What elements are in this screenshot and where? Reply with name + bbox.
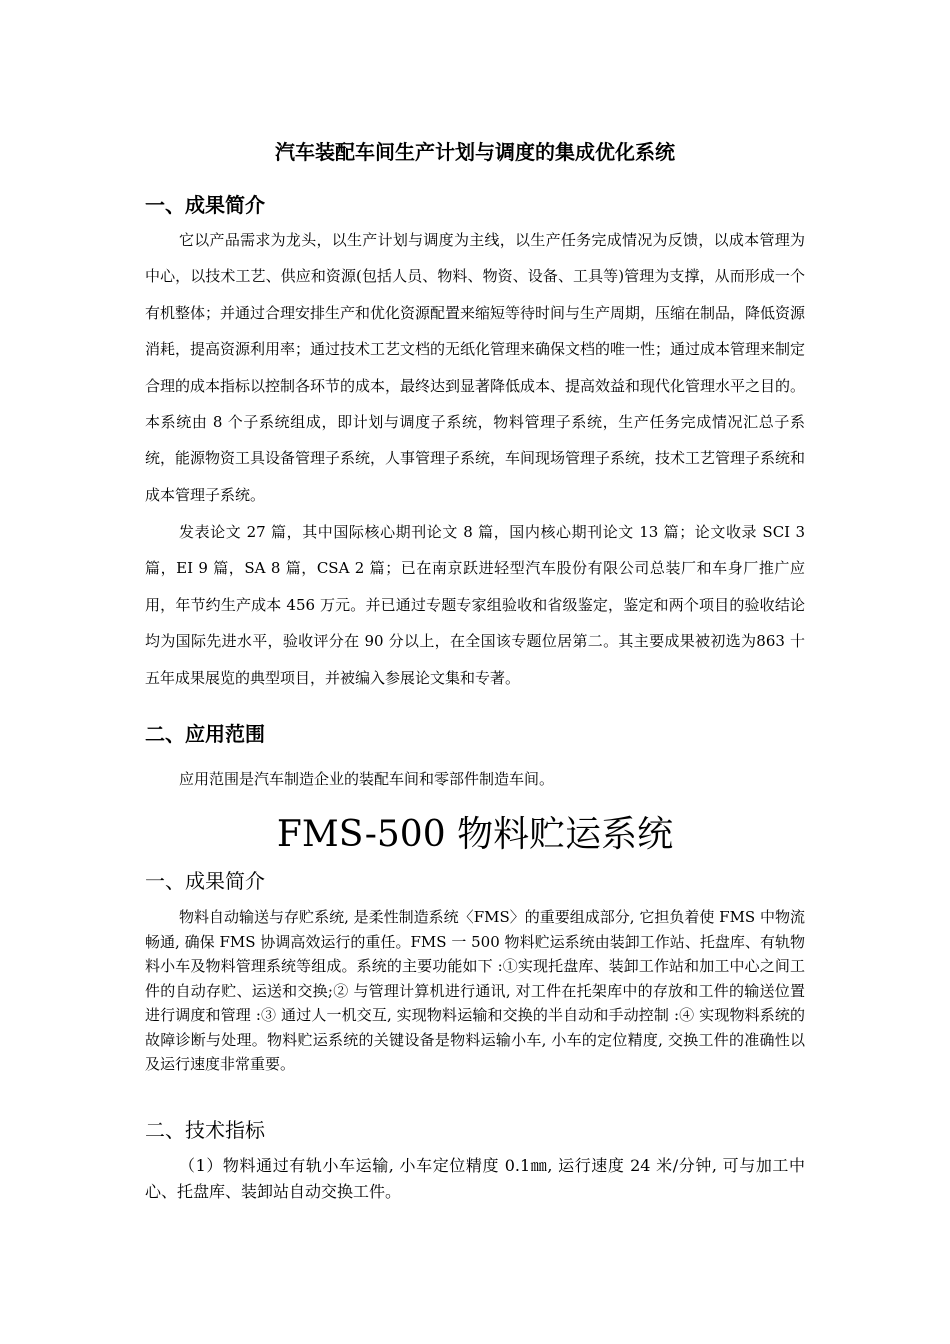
doc1-title: 汽车装配车间生产计划与调度的集成优化系统 <box>275 140 675 164</box>
doc1-section2-heading: 二、应用范围 <box>145 722 265 746</box>
doc2-section2-heading: 二、技术指标 <box>145 1118 265 1142</box>
doc2-title: FMS-500 物料贮运系统 <box>276 814 674 855</box>
doc2-section1-heading: 一、成果简介 <box>145 869 265 893</box>
doc1-section1-heading: 一、成果简介 <box>145 193 265 217</box>
doc2-section1-paragraph: 物料自动输送与存贮系统, 是柔性制造系统〈FMS〉的重要组成部分, 它担负着使 FMS 中物流畅通, 确保 FMS 协调高效运行的重任。FMS 一 500 物料贮运系统由装卸工作站、托盘库、有轨物料小车及物料管理系统等组成。系统的主要功能如下 :①实现托盘库、装卸工作站和加工中心之间工件的自动存贮、运送和交换;② 与管理计算机进行通讯, 对工件在托架库中的存放和工件的输送位置进行调度和管理 :③ 通过人一机交互, 实现物料运输和交换的半自动和手动控制 :④ 实现物料系统的故障诊断与处理。物料贮运系统的关键设备是物料运输小车, 小车的定位精度, 交换工件的准确性以及运行速度非常重要。 <box>145 908 805 1073</box>
doc2-section2-paragraph: （1）物料通过有轨小车运输, 小车定位精度 0.1㎜, 运行速度 24 米/分钟, 可与加工中心、托盘库、装卸站自动交换工件。 <box>145 1156 805 1201</box>
doc1-section2-paragraph: 应用范围是汽车制造企业的装配车间和零部件制造车间。 <box>179 770 555 788</box>
doc1-section1-paragraph1: 它以产品需求为龙头，以生产计划与调度为主线，以生产任务完成情况为反馈，以成本管理为中心，以技术工艺、供应和资源(包括人员、物料、物资、设备、工具等)管理为支撑，从而形成一个有机整体；并通过合理安排生产和优化资源配置来缩短等待时间与生产周期，压缩在制品，降低资源消耗，提高资源利用率；通过技术工艺文档的无纸化管理来确保文档的唯一性；通过成本管理来制定合理的成本指标以控制各环节的成本，最终达到显著降低成本、提高效益和现代化管理水平之目的。本系统由 8 个子系统组成，即计划与调度子系统，物料管理子系统，生产任务完成情况汇总子系统，能源物资工具设备管理子系统，人事管理子系统，车间现场管理子系统，技术工艺管理子系统和成本管理子系统。 <box>145 231 806 504</box>
doc1-section1-paragraph2: 发表论文 27 篇，其中国际核心期刊论文 8 篇，国内核心期刊论文 13 篇；论文收录 SCI 3 篇，EI 9 篇，SA 8 篇，CSA 2 篇；已在南京跃进轻型汽车股份有限公司总装厂和车身厂推广应用，年节约生产成本 456 万元。并已通过专题专家组验收和省级鉴定，鉴定和两个项目的验收结论均为国际先进水平，验收评分在 90 分以上，在全国该专题位居第二。其主要成果被初选为863 十五年成果展览的典型项目，并被编入参展论文集和专著。 <box>145 523 805 687</box>
